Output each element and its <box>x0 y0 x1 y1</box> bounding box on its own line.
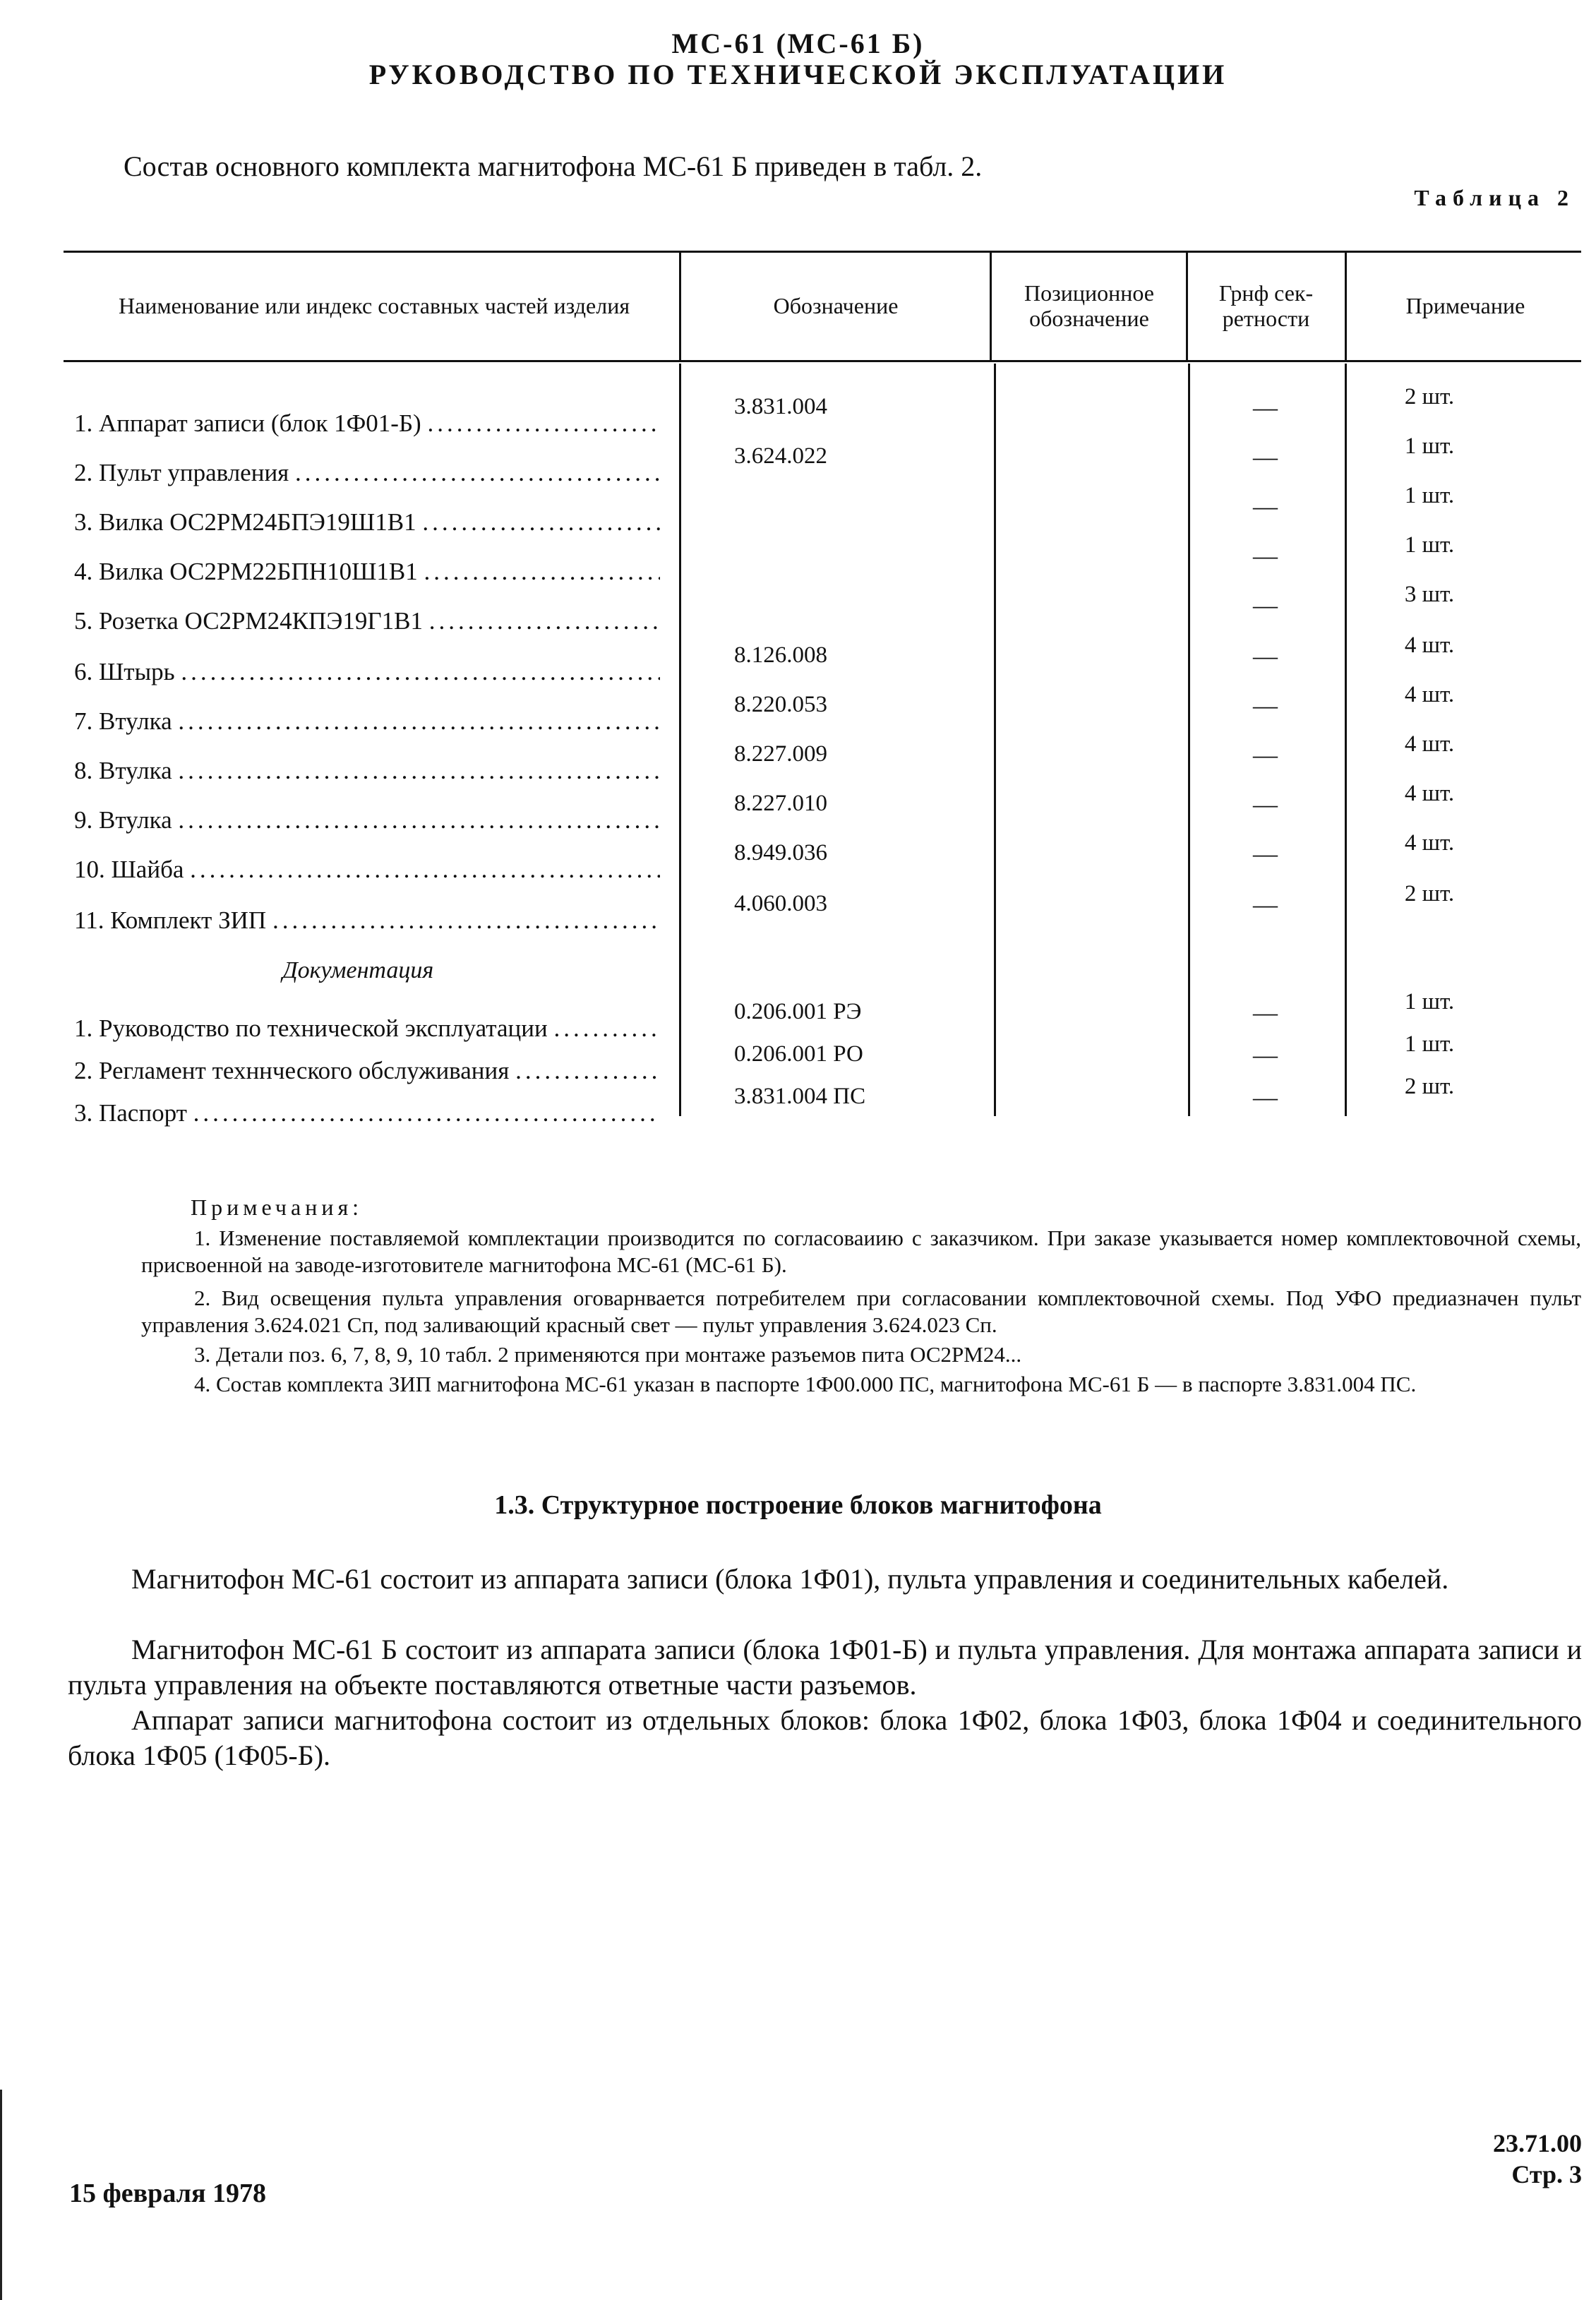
section-paragraph: Магнитофон МС-61 состоит из аппарата записи (блока 1Ф01), пульта управления и соединительных кабелей. <box>131 1563 1449 1595</box>
table-divider <box>1345 251 1347 360</box>
table-row <box>0 532 1596 586</box>
page-number: Стр. 3 <box>1511 2160 1582 2188</box>
row-secrecy: — <box>1253 741 1278 769</box>
row-name: 6. Штырь ..... <box>74 658 660 686</box>
row-note: 4 шт. <box>1404 731 1455 757</box>
table-header-rule <box>64 360 1581 362</box>
table-row <box>0 731 1596 785</box>
row-name: 7. Втулка ..... <box>74 707 660 736</box>
row-name: 1. Аппарат записи (блок 1Ф01-Б) ..... <box>74 409 660 438</box>
column-header-position: Позиционное обозначение <box>1024 280 1154 331</box>
row-note: 3 шт. <box>1404 582 1455 607</box>
table-divider <box>679 251 681 360</box>
row-note: 4 шт. <box>1404 830 1455 856</box>
document-code: 23.71.00 <box>1493 2129 1582 2157</box>
row-designation: 8.227.010 <box>734 791 827 816</box>
note-item: 1. Изменение поставляемой комплектации производится по согласоваиию с заказчиком. При заказе указывается номер комплектовочной схемы, присвоенной на заводе-изготовителе магнитофона МС-61 (МС-61 Б). <box>141 1226 1581 1277</box>
row-secrecy: — <box>1253 592 1278 619</box>
table-divider <box>1186 251 1188 360</box>
row-note: 1 шт. <box>1404 532 1455 558</box>
table-row <box>0 781 1596 834</box>
document-title-line1: МС-61 (МС-61 Б) <box>671 28 925 59</box>
column-header-designation: Обозначение <box>773 292 899 318</box>
section-paragraph: Магнитофон МС-61 Б состоит из аппарата записи (блока 1Ф01-Б) и пульта управления. Для монтажа аппарата записи и пульта управления на объекте поставляются ответные части разъемов. <box>68 1634 1582 1701</box>
row-note: 1 шт. <box>1404 483 1455 508</box>
row-note: 2 шт. <box>1404 881 1455 906</box>
table-row <box>0 1074 1596 1127</box>
row-secrecy: — <box>1253 1041 1278 1069</box>
row-secrecy: — <box>1253 840 1278 868</box>
table-row <box>0 433 1596 487</box>
footer-page-code <box>1493 2128 1582 2190</box>
row-name: 5. Розетка ОС2РМ24КПЭ19Г1В1 ..... <box>74 607 660 635</box>
row-secrecy: — <box>1253 692 1278 719</box>
table-row <box>0 384 1596 438</box>
row-designation: 8.949.036 <box>734 840 827 866</box>
note-item: 4. Состав комплекта ЗИП магнитофона МС-61 указан в паспорте 1Ф00.000 ПС, магнитофона МС-61 Б — в паспорте 3.831.004 ПС. <box>194 1372 1417 1396</box>
notes-title: Примечания: <box>191 1194 364 1220</box>
row-secrecy: — <box>1253 394 1278 421</box>
document-title-line2: РУКОВОДСТВО ПО ТЕХНИЧЕСКОЙ ЭКСПЛУАТАЦИИ <box>368 59 1228 90</box>
row-designation: 3.624.022 <box>734 443 827 469</box>
intro-text: Состав основного комплекта магнитофона МС-61 Б приведен в табл. 2. <box>124 150 983 182</box>
row-secrecy: — <box>1253 1084 1278 1111</box>
row-designation: 8.227.009 <box>734 741 827 767</box>
column-header-note: Примечание <box>1405 292 1525 318</box>
row-designation: 4.060.003 <box>734 891 827 916</box>
row-designation: 3.831.004 ПС <box>734 1084 866 1109</box>
row-name: 1. Руководство по технической эксплуатации ..... <box>74 1014 660 1043</box>
row-secrecy: — <box>1253 542 1278 570</box>
row-name: 3. Паспорт ..... <box>74 1099 660 1127</box>
row-note: 1 шт. <box>1404 433 1455 459</box>
row-name: 10. Шайба ..... <box>74 856 660 884</box>
row-secrecy: — <box>1253 791 1278 818</box>
table-row <box>0 682 1596 736</box>
row-name: 8. Втулка ..... <box>74 757 660 785</box>
row-name: 11. Комплект ЗИП ..... <box>74 906 660 935</box>
row-designation: 0.206.001 РО <box>734 1041 863 1067</box>
column-header-secrecy: Грнф сек- ретности <box>1218 280 1314 331</box>
note-item: 3. Детали поз. 6, 7, 8, 9, 10 табл. 2 применяются при монтаже разъемов пита ОС2РМ24... <box>194 1342 1022 1367</box>
row-note: 4 шт. <box>1404 682 1455 707</box>
table-label: Таблица 2 <box>1414 185 1575 210</box>
documentation-heading: Документация <box>282 957 434 983</box>
row-name: 3. Вилка ОС2РМ24БПЭ19Ш1В1 ..... <box>74 508 660 537</box>
row-name: 2. Регламент техннческого обслуживания ..... <box>74 1057 660 1085</box>
table-row <box>0 633 1596 686</box>
table-row <box>0 582 1596 635</box>
row-note: 4 шт. <box>1404 781 1455 806</box>
row-secrecy: — <box>1253 891 1278 918</box>
footer-date: 15 февраля 1978 <box>69 2179 267 2208</box>
row-name: 2. Пульт управления ..... <box>74 459 660 487</box>
row-name: 9. Втулка ..... <box>74 806 660 834</box>
row-note: 4 шт. <box>1404 633 1455 658</box>
table-row <box>0 483 1596 537</box>
row-designation: 0.206.001 РЭ <box>734 999 862 1024</box>
column-header-name: Наименование или индекс составных частей изделия <box>118 292 630 318</box>
row-designation: 8.220.053 <box>734 692 827 717</box>
row-designation: 8.126.008 <box>734 642 827 668</box>
scan-edge-mark <box>0 2090 2 2300</box>
row-note: 1 шт. <box>1404 1031 1455 1057</box>
row-secrecy: — <box>1253 443 1278 471</box>
row-secrecy: — <box>1253 642 1278 670</box>
row-note: 1 шт. <box>1404 989 1455 1014</box>
row-note: 2 шт. <box>1404 1074 1455 1099</box>
row-name: 4. Вилка ОС2РМ22БПН10Ш1В1 ..... <box>74 558 660 586</box>
row-secrecy: — <box>1253 999 1278 1026</box>
row-designation: 3.831.004 <box>734 394 827 419</box>
table-divider <box>990 251 992 360</box>
section-paragraph: Аппарат записи магнитофона состоит из отдельных блоков: блока 1Ф02, блока 1Ф03, блока 1Ф04 и соединительного блока 1Ф05 (1Ф05-Б). <box>68 1704 1582 1771</box>
note-item: 2. Вид освещения пульта управления оговарнвается потребителем при согласовании комплектовочной схемы. Под УФО предиазначен пульт управления 3.624.021 Сп, под заливающий красный свет — пульт управления 3.624.023 Сп. <box>141 1286 1581 1337</box>
table-row <box>0 881 1596 935</box>
section-title: 1.3. Структурное построение блоков магнитофона <box>494 1490 1102 1520</box>
row-secrecy: — <box>1253 493 1278 520</box>
table-row <box>0 830 1596 884</box>
row-note: 2 шт. <box>1404 384 1455 409</box>
